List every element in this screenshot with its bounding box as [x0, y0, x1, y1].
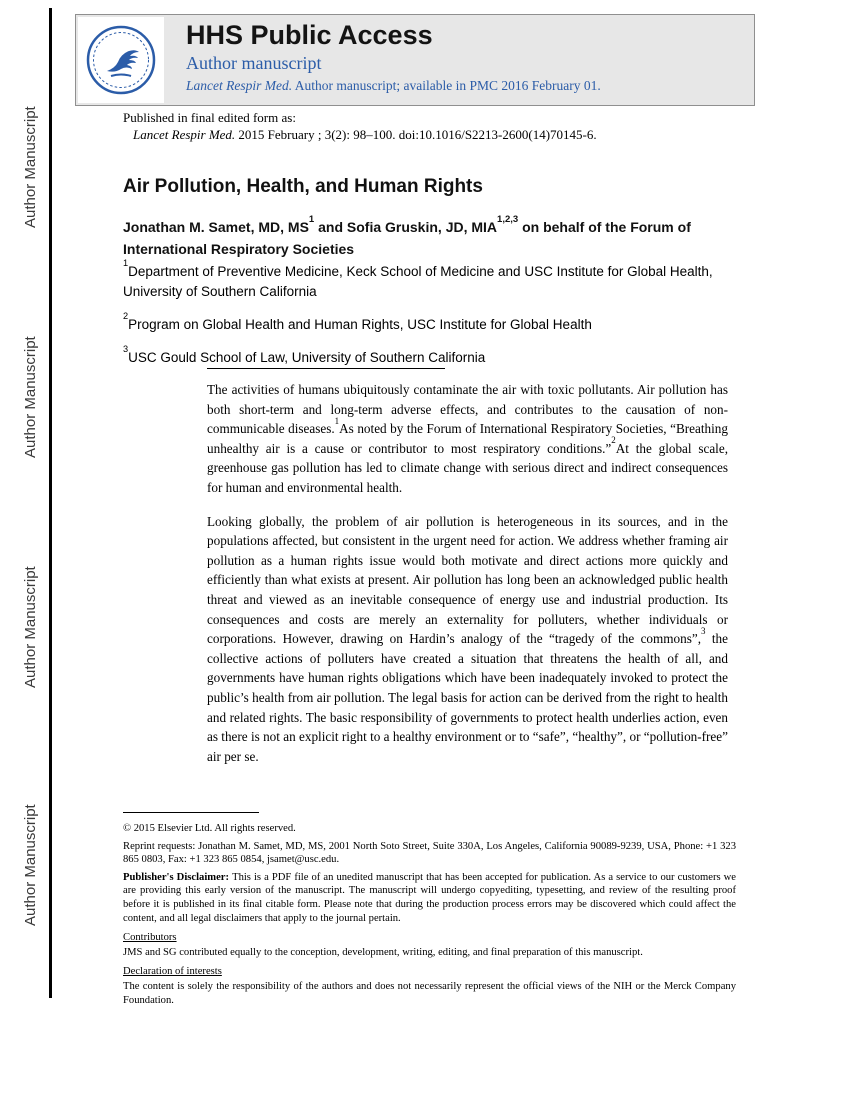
hhs-seal-icon: [85, 24, 157, 96]
author-1: Jonathan M. Samet, MD, MS: [123, 219, 309, 235]
authors-suffix: on behalf of the Forum of International Respiratory Societies: [123, 219, 691, 257]
reprint-requests-label: Reprint requests:: [123, 840, 199, 852]
banner-subtitle: Author manuscript: [186, 53, 322, 73]
affiliation-text: Department of Preventive Medicine, Keck School of Medicine and USC Institute for Global Health, University of Southern California: [123, 264, 713, 299]
banner-citation: [186, 77, 601, 94]
publisher-disclaimer: [123, 871, 736, 925]
reprint-requests-text: Jonathan M. Samet, MD, MS, 2001 North Soto Street, Suite 330A, Los Angeles, California 90089-9239, USA, Phone: +1 323 865 0803, Fax: +1 323 865 0854, jsamet@usc.edu.: [123, 840, 737, 866]
affiliation-sup: 3: [123, 344, 129, 355]
declaration-text: The content is solely the responsibility of the authors and does not necessarily represent the official views of the NIH or the Merck Company Foundation.: [123, 980, 736, 1006]
banner-title: HHS Public Access: [186, 20, 433, 50]
banner-text: [166, 15, 601, 105]
banner-citation-rest: Author manuscript; available in PMC 2016 February 01.: [292, 78, 601, 93]
affiliation-sup: 1: [123, 258, 129, 269]
hhs-banner: [75, 14, 755, 106]
paragraph-2-text: the collective actions of polluters have created a situation that threatens the health of all, and governments have human rights obligations which have been inadequately invoked to protect the public’s health from air pollution. The legal basis for action can be derived from the right to health and related rights. The basic responsibility of governments to protect health underlies action, even as there is not an explicit right to a healthy environment or to “safe”, “healthy”, or “pollution-free” air per se.: [207, 631, 728, 764]
author-2: Sofia Gruskin, JD, MIA: [346, 219, 498, 235]
affiliation-item: [123, 344, 743, 368]
reference-sup: 3: [701, 625, 706, 636]
watermark-author-manuscript: Author Manuscript: [22, 106, 39, 228]
affiliation-item: [123, 311, 743, 335]
front-matter-rule: [207, 368, 445, 369]
publisher-disclaimer-label: Publisher's Disclaimer:: [123, 871, 233, 883]
footnote-rule: [123, 812, 259, 813]
reference-sup: 1: [334, 415, 340, 426]
author-1-affil-sup: 1: [308, 214, 315, 226]
affiliation-list: [123, 258, 743, 381]
affiliation-sup: 2: [123, 311, 129, 322]
paragraph-2: [207, 512, 728, 767]
author-joiner: and: [314, 219, 347, 235]
author-2-affil-sup: 1,2,3: [497, 214, 519, 226]
article-title: Air Pollution, Health, and Human Rights: [123, 176, 483, 197]
paragraph-1-text: The activities of humans ubiquitously contaminate the air with toxic pollutants. Air pollution has both short-term and long-term adverse effects, and contributes to the causation of non-communicable diseases.: [207, 382, 728, 437]
contributors-text: JMS and SG contributed equally to the conception, development, writing, editing, and final preparation of this manuscript.: [123, 946, 643, 958]
affiliation-item: [123, 258, 743, 302]
affiliation-text: Program on Global Health and Human Rights, USC Institute for Global Health: [128, 317, 592, 332]
reference-sup: 2: [611, 435, 616, 446]
paragraph-1: [207, 380, 728, 498]
paragraph-1-text: As noted by the Forum of International Respiratory Societies, “Breathing unhealthy air is a cause or contributor to most respiratory conditions.”: [207, 421, 728, 456]
publisher-disclaimer-text: This is a PDF file of an unedited manuscript that has been accepted for publication. As a service to our customers we are providing this early version of the manuscript. The manuscript will undergo copyediting, typesetting, and review of the resulting proof before it is published in its final citable form. Please note that during the production process errors may be discovered which could affect the content, and all legal disclaimers that apply to the journal pertain.: [123, 871, 736, 924]
footnote-block: [123, 812, 736, 1011]
hhs-logo-box: [78, 17, 164, 103]
published-citation-rest: 2015 February ; 3(2): 98–100. doi:10.1016/S2213-2600(14)70145-6.: [235, 127, 597, 142]
published-journal: Lancet Respir Med.: [133, 127, 236, 142]
published-as-citation: [133, 127, 753, 143]
watermark-author-manuscript: Author Manuscript: [22, 336, 39, 458]
reprint-requests: [123, 840, 736, 867]
watermark-author-manuscript: Author Manuscript: [22, 804, 39, 926]
declaration-heading: Declaration of interests: [123, 966, 222, 978]
body-text: [207, 380, 728, 780]
copyright-line: © 2015 Elsevier Ltd. All rights reserved.: [123, 823, 296, 834]
published-as-block: [123, 110, 753, 143]
banner-citation-journal: Lancet Respir Med.: [186, 78, 293, 93]
contributors-heading: Contributors: [123, 932, 177, 944]
affiliation-text: USC Gould School of Law, University of Southern California: [128, 350, 486, 365]
watermark-author-manuscript: Author Manuscript: [22, 566, 39, 688]
author-line: [123, 216, 743, 260]
paragraph-2-text: Looking globally, the problem of air pollution is heterogeneous in its sources, and in the populations affected, but consistent in the urgent need for action. We address whether framing air pollution as a human rights issue would both motivate and direct actions more quickly and efficiently than what exists at present. Air pollution has long been an acknowledged public health threat and viewed as an inevitable consequence of energy use and industrial production. Its consequences and costs are merely an externality for polluters, whether individuals or corporations. However, drawing on Hardin’s analogy of the “tragedy of the commons”,: [207, 513, 728, 647]
paragraph-1-text: At the global scale, greenhouse gas pollution has led to climate change with serious direct and indirect consequences for human and environmental health.: [207, 440, 728, 495]
published-as-intro: Published in final edited form as:: [123, 110, 296, 125]
watermark-rule: [49, 8, 52, 998]
